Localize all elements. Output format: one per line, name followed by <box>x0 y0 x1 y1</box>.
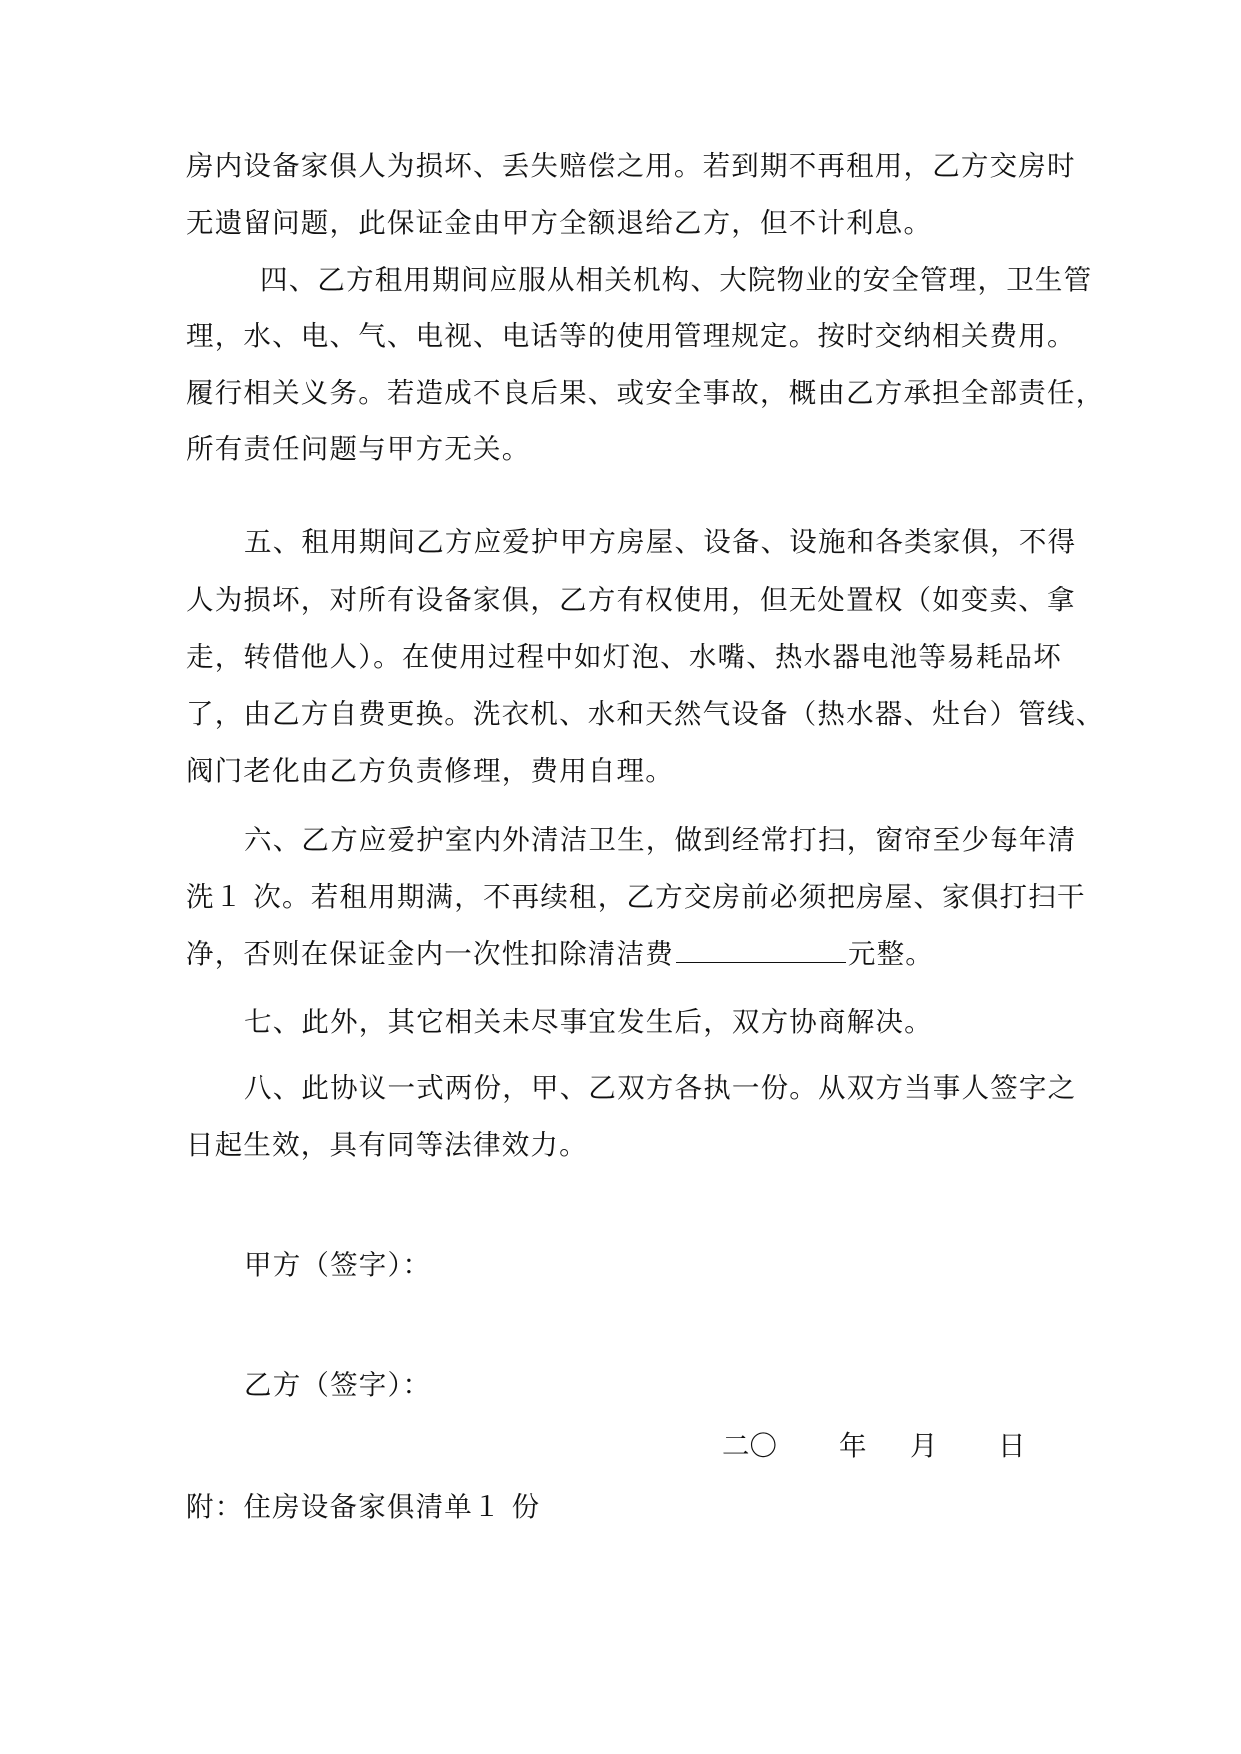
paragraph-6-line-3 <box>186 934 934 974</box>
paragraph-8-line-1: 八、此协议一式两份，甲、乙双方各执一份。从双方当事人签字之 <box>244 1072 1077 1104</box>
paragraph-6-line-3-suffix: 元整。 <box>847 938 935 970</box>
paragraph-4-line-3: 履行相关义务。若造成不良后果、或安全事故，概由乙方承担全部责任， <box>186 377 1105 409</box>
paragraph-5-line-2: 人为损坏，对所有设备家俱，乙方有权使用，但无处置权（如变卖、拿 <box>186 584 1076 616</box>
paragraph-6-line-1: 六、乙方应爱护室内外清洁卫生，做到经常打扫，窗帘至少每年清 <box>244 824 1077 856</box>
paragraph-4-line-1: 四、乙方租用期间应服从相关机构、大院物业的安全管理，卫生管 <box>260 264 1093 296</box>
paragraph-3-line-1: 房内设备家俱人为损坏、丢失赔偿之用。若到期不再租用，乙方交房时 <box>186 150 1076 182</box>
paragraph-5-line-1: 五、租用期间乙方应爱护甲方房屋、设备、设施和各类家俱，不得 <box>244 526 1077 558</box>
date-year-label: 年 <box>839 1430 867 1462</box>
paragraph-6-line-3-text: 净，否则在保证金内一次性扣除清洁费 <box>186 938 674 970</box>
paragraph-3-line-2: 无遗留问题，此保证金由甲方全额退给乙方，但不计利息。 <box>186 207 933 239</box>
paragraph-5-line-4: 了，由乙方自费更换。洗衣机、水和天然气设备（热水器、灶台）管线、 <box>186 698 1105 730</box>
paragraph-6-line-2: 洗１ 次。若租用期满，不再续租，乙方交房前必须把房屋、家俱打扫干 <box>186 881 1086 913</box>
paragraph-4-line-4: 所有责任问题与甲方无关。 <box>186 433 531 465</box>
paragraph-4-line-2: 理，水、电、气、电视、电话等的使用管理规定。按时交纳相关费用。 <box>186 320 1076 352</box>
attachment-note: 附：住房设备家俱清单１ 份 <box>186 1491 541 1523</box>
paragraph-5-line-3: 走，转借他人）。在使用过程中如灯泡、水嘴、热水器电池等易耗品坏 <box>186 641 1062 673</box>
date-day-label: 日 <box>998 1430 1026 1462</box>
party-b-signature-label: 乙方（签字）： <box>244 1369 432 1401</box>
paragraph-8-line-2: 日起生效，具有同等法律效力。 <box>186 1129 588 1161</box>
party-a-signature-label: 甲方（签字）： <box>244 1249 432 1281</box>
paragraph-7-line-1: 七、此外，其它相关未尽事宜发生后，双方协商解决。 <box>244 1006 933 1038</box>
date-month-label: 月 <box>910 1430 938 1462</box>
date-prefix: 二〇 <box>722 1430 777 1462</box>
cleaning-fee-blank <box>676 936 846 963</box>
paragraph-5-line-5: 阀门老化由乙方负责修理，费用自理。 <box>186 755 674 787</box>
